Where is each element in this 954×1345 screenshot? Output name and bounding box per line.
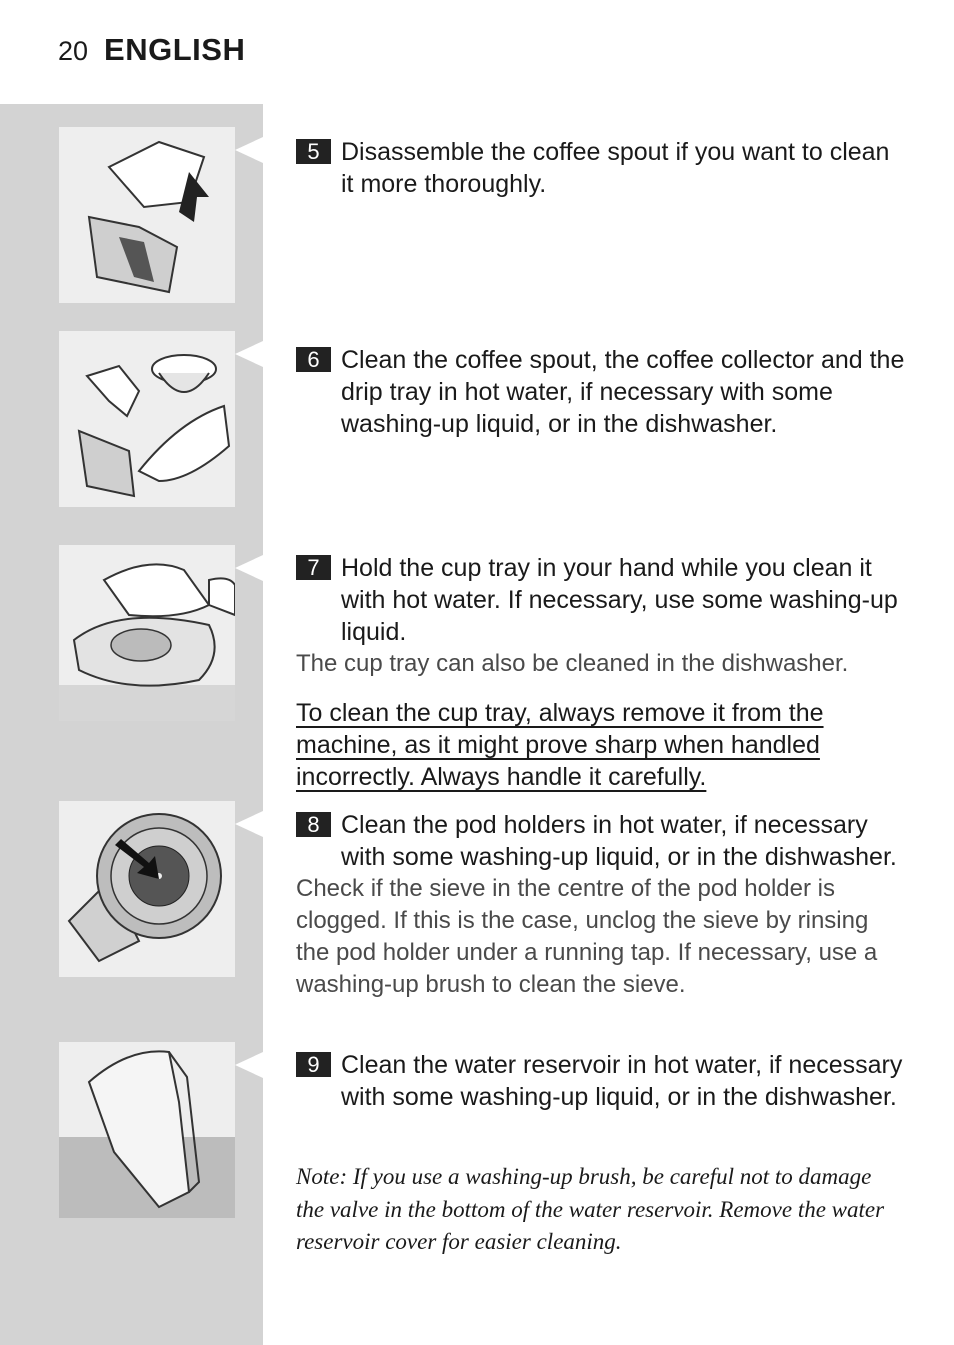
step-number: 9 xyxy=(296,1052,331,1077)
figure-coffee-spout xyxy=(59,127,235,303)
step-note: The cup tray can also be cleaned in the dishwasher. xyxy=(296,650,849,677)
step-6 xyxy=(296,344,906,440)
figure-water-reservoir xyxy=(59,1042,235,1218)
step-note: Check if the sieve in the centre of the pod holder is clogged. If this is the case, unclog the sieve by rinsing the pod holder under a running tap. If necessary, use a washing-up brush to clean the sieve. xyxy=(296,875,878,998)
step-text: Hold the cup tray in your hand while you clean it with hot water. If necessary, use some washing-up liquid. xyxy=(341,554,898,646)
figure-cup-tray xyxy=(59,545,235,721)
warning-line: To clean the cup tray, always remove it from the machine, as it might prove sharp when handled incorrectly. Always handle it carefully. xyxy=(296,699,824,791)
pod-holder-icon xyxy=(59,801,235,977)
page-header xyxy=(58,32,245,76)
figure-pointer xyxy=(235,137,263,163)
figure-pointer xyxy=(235,341,263,367)
step-number: 8 xyxy=(296,812,331,837)
step-text: Clean the water reservoir in hot water, if necessary with some washing-up liquid, or in the dishwasher. xyxy=(341,1051,903,1111)
warning-text xyxy=(296,697,906,793)
figure-pointer xyxy=(235,1052,263,1078)
water-reservoir-icon xyxy=(59,1042,235,1218)
figure-pointer xyxy=(235,555,263,581)
parts-washing-icon xyxy=(59,331,235,507)
step-text: Clean the pod holders in hot water, if necessary with some washing-up liquid, or in the dishwasher. xyxy=(341,811,897,871)
figure-pointer xyxy=(235,811,263,837)
page-number: 20 xyxy=(58,36,89,66)
step-text: Disassemble the coffee spout if you want to clean it more thoroughly. xyxy=(341,138,890,198)
step-text: Clean the coffee spout, the coffee collector and the drip tray in hot water, if necessary with some washing-up liquid, or in the dishwasher. xyxy=(341,346,905,438)
figure-parts xyxy=(59,331,235,507)
note-text: Note: If you use a washing-up brush, be careful not to damage the valve in the bottom of the water reservoir. Remove the water reservoir cover for easier cleaning. xyxy=(296,1164,885,1254)
step-number: 5 xyxy=(296,139,331,164)
coffee-spout-disassemble-icon xyxy=(59,127,235,303)
cup-tray-cleaning-icon xyxy=(59,545,235,721)
figure-pod-holder xyxy=(59,801,235,977)
step-8 xyxy=(296,809,906,1001)
language-title: ENGLISH xyxy=(104,32,246,67)
step-number: 6 xyxy=(296,347,331,372)
step-number: 7 xyxy=(296,555,331,580)
step-7 xyxy=(296,552,906,680)
step-9 xyxy=(296,1049,906,1113)
step-5 xyxy=(296,136,906,200)
